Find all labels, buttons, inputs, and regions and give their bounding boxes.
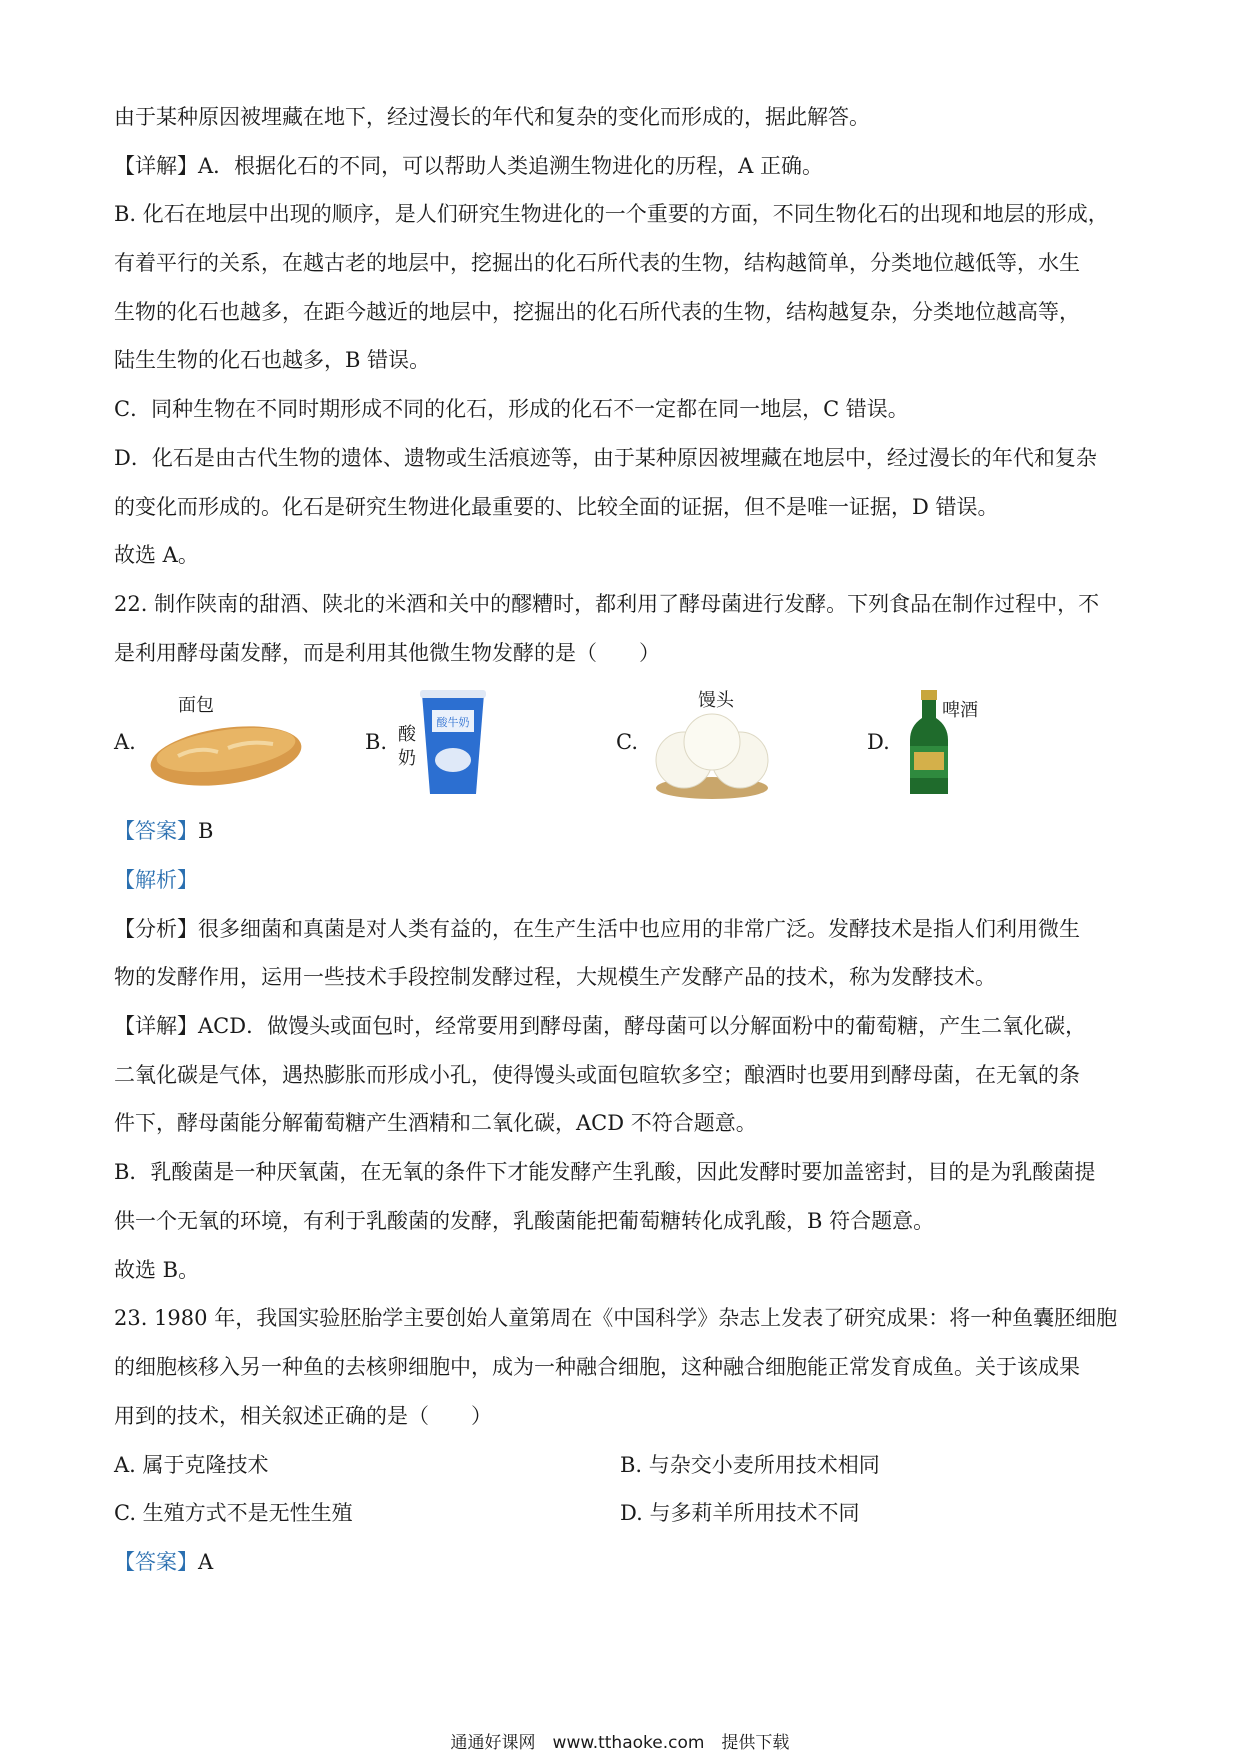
q23-option-d: D. 与多莉羊所用技术不同 bbox=[620, 1501, 860, 1525]
q22-option-c-letter: C. bbox=[616, 730, 638, 754]
q21-text-line: 由于某种原因被埋藏在地下，经过漫长的年代和复杂的变化而形成的，据此解答。 bbox=[114, 105, 870, 129]
mantou-caption: 馒头 bbox=[698, 690, 734, 711]
q22-detail-line: 件下，酵母菌能分解葡萄糖产生酒精和二氧化碳，ACD 不符合题意。 bbox=[114, 1111, 757, 1135]
q22-option-d-letter: D. bbox=[867, 730, 890, 754]
answer-value: A bbox=[198, 1550, 214, 1574]
q21-detail-a bbox=[114, 151, 823, 181]
answer-tag: 【答案】 bbox=[114, 819, 198, 843]
q21-option-a-explanation: A．根据化石的不同，可以帮助人类追溯生物进化的历程，A 正确。 bbox=[198, 154, 824, 178]
q22-detail-text: ACD．做馒头或面包时，经常要用到酵母菌，酵母菌可以分解面粉中的葡萄糖，产生二氧化碳， bbox=[198, 1014, 1087, 1038]
analysis-tag: 【解析】 bbox=[114, 868, 198, 892]
mantou-image bbox=[652, 708, 772, 800]
q23-stem-line: 用到的技术，相关叙述正确的是（ ） bbox=[114, 1404, 492, 1428]
bread-caption: 面包 bbox=[178, 695, 214, 716]
beer-caption: 啤酒 bbox=[942, 700, 978, 721]
q22-answer bbox=[114, 816, 213, 846]
yogurt-caption: 酸 bbox=[398, 724, 416, 745]
q22-detail-line: 供一个无氧的环境，有利于乳酸菌的发酵，乳酸菌能把葡萄糖转化成乳酸，B 符合题意。 bbox=[114, 1209, 935, 1233]
q22-detail-line bbox=[114, 1011, 1086, 1041]
q22-stem-line: 22. 制作陕南的甜酒、陕北的米酒和关中的醪糟时，都利用了酵母菌进行发酵。下列食品在制作过程中，不 bbox=[114, 592, 1100, 616]
beer-bottle-image bbox=[904, 688, 954, 798]
q22-analysis-line: 物的发酵作用，运用一些技术手段控制发酵过程，大规模生产发酵产品的技术，称为发酵技术。 bbox=[114, 965, 996, 989]
q21-option-d-line: 的变化而形成的。化石是研究生物进化最重要的、比较全面的证据，但不是唯一证据，D 错误。 bbox=[114, 495, 999, 519]
answer-tag: 【答案】 bbox=[114, 1550, 198, 1574]
yogurt-caption: 奶 bbox=[398, 748, 416, 769]
detail-tag: 【详解】 bbox=[114, 1014, 198, 1038]
q22-option-b-letter: B. bbox=[365, 730, 388, 754]
page-footer: 通通好课网 www.tthaoke.com 提供下载 bbox=[450, 1733, 790, 1753]
q21-option-b-line: 陆生生物的化石也越多，B 错误。 bbox=[114, 348, 431, 372]
q23-stem-line: 23. 1980 年，我国实验胚胎学主要创始人童第周在《中国科学》杂志上发表了研究成果：将一种鱼囊胚细胞 bbox=[114, 1306, 1118, 1330]
q23-option-c: C. 生殖方式不是无性生殖 bbox=[114, 1501, 353, 1525]
bread-image bbox=[148, 718, 303, 788]
detail-tag: 【详解】 bbox=[114, 154, 198, 178]
q21-option-b-line: B. 化石在地层中出现的顺序，是人们研究生物进化的一个重要的方面，不同生物化石的出现和地层的形成， bbox=[114, 202, 1109, 226]
q23-option-b: B. 与杂交小麦所用技术相同 bbox=[620, 1453, 880, 1477]
yogurt-package-text: 酸牛奶 bbox=[436, 716, 470, 729]
q23-answer bbox=[114, 1547, 213, 1577]
q21-conclusion: 故选 A。 bbox=[114, 543, 199, 567]
q23-option-a: A. 属于克隆技术 bbox=[114, 1453, 269, 1477]
answer-value: B bbox=[198, 819, 214, 843]
fenxi-tag: 【分析】 bbox=[114, 917, 198, 941]
q21-option-b-line: 有着平行的关系，在越古老的地层中，挖掘出的化石所代表的生物，结构越简单，分类地位越低等，水生 bbox=[114, 251, 1080, 275]
q22-analysis-line bbox=[114, 914, 1080, 944]
q22-analysis-text: 很多细菌和真菌是对人类有益的，在生产生活中也应用的非常广泛。发酵技术是指人们利用微生 bbox=[198, 917, 1080, 941]
q22-option-a-letter: A. bbox=[114, 730, 136, 754]
q21-option-b-line: 生物的化石也越多，在距今越近的地层中，挖掘出的化石所代表的生物，结构越复杂，分类地位越高等， bbox=[114, 300, 1080, 324]
q21-option-c-line: C．同种生物在不同时期形成不同的化石，形成的化石不一定都在同一地层，C 错误。 bbox=[114, 397, 909, 421]
yogurt-image bbox=[418, 688, 488, 798]
q22-stem-line: 是利用酵母菌发酵，而是利用其他微生物发酵的是（ ） bbox=[114, 641, 660, 665]
q23-stem-line: 的细胞核移入另一种鱼的去核卵细胞中，成为一种融合细胞，这种融合细胞能正常发育成鱼。关于该成果 bbox=[114, 1355, 1080, 1379]
q22-detail-line: B．乳酸菌是一种厌氧菌，在无氧的条件下才能发酵产生乳酸，因此发酵时要加盖密封，目的是为乳酸菌提 bbox=[114, 1160, 1096, 1184]
q22-conclusion: 故选 B。 bbox=[114, 1258, 200, 1282]
q21-option-d-line: D．化石是由古代生物的遗体、遗物或生活痕迹等，由于某种原因被埋藏在地层中，经过漫长的年代和复杂 bbox=[114, 446, 1097, 470]
q22-detail-line: 二氧化碳是气体，遇热膨胀而形成小孔，使得馒头或面包暄软多空；酿酒时也要用到酵母菌，在无氧的条 bbox=[114, 1063, 1080, 1087]
